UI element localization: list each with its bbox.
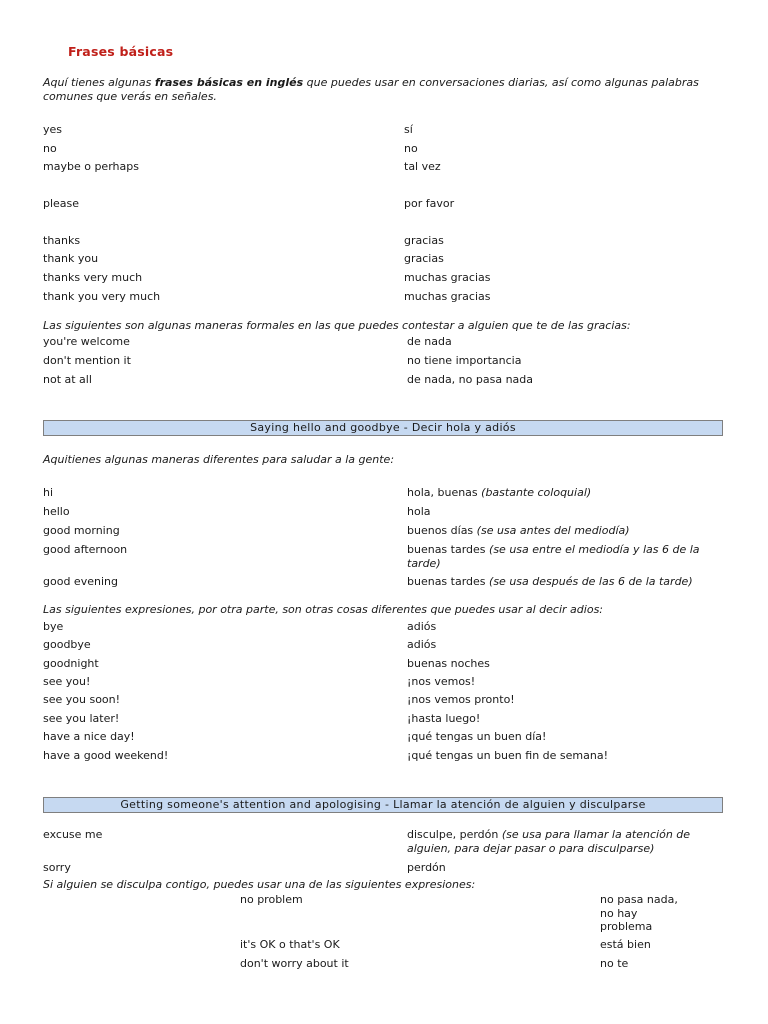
spanish-phrase: está bien bbox=[600, 938, 651, 951]
spanish-phrase: no bbox=[404, 142, 418, 155]
english-phrase: hello bbox=[43, 505, 70, 518]
english-phrase: goodbye bbox=[43, 638, 91, 651]
english-phrase: thanks very much bbox=[43, 271, 143, 284]
english-phrase: goodnight bbox=[43, 657, 99, 670]
intro-paragraph bbox=[43, 76, 733, 104]
spanish-phrase: por favor bbox=[404, 197, 455, 210]
english-phrase: no bbox=[43, 142, 57, 155]
spanish-phrase: no pasa nada, no hay problema bbox=[600, 893, 678, 933]
spanish-phrase: hola bbox=[407, 505, 431, 518]
spanish-phrase: no tiene importancia bbox=[407, 354, 522, 367]
english-phrase: have a good weekend! bbox=[43, 749, 169, 762]
english-phrase: good evening bbox=[43, 575, 118, 588]
english-phrase: not at all bbox=[43, 373, 92, 386]
spanish-phrase: gracias bbox=[404, 234, 444, 247]
english-phrase: see you! bbox=[43, 675, 91, 688]
spanish-phrase: buenas noches bbox=[407, 657, 490, 670]
spanish-phrase: ¡nos vemos pronto! bbox=[407, 693, 515, 706]
english-phrase: hi bbox=[43, 486, 54, 499]
english-phrase: good morning bbox=[43, 524, 120, 537]
spanish-phrase: de nada, no pasa nada bbox=[407, 373, 534, 386]
thanks-note: Las siguientes son algunas maneras formales en las que puedes contestar a alguien que te de las gracias: bbox=[43, 319, 631, 332]
english-phrase: thank you very much bbox=[43, 290, 161, 303]
section-header-attention: Getting someone's attention and apologising - Llamar la atención de alguien y disculparse bbox=[43, 797, 723, 813]
spanish-phrase: buenas tardes (se usa después de las 6 de la tarde) bbox=[407, 575, 693, 588]
english-phrase: please bbox=[43, 197, 80, 210]
english-phrase: good afternoon bbox=[43, 543, 128, 556]
english-phrase: have a nice day! bbox=[43, 730, 135, 743]
intro-text-start: Aquí tienes algunas bbox=[43, 76, 155, 89]
english-phrase: don't worry about it bbox=[240, 957, 349, 970]
spanish-phrase: muchas gracias bbox=[404, 271, 491, 284]
spanish-phrase: adiós bbox=[407, 620, 437, 633]
spanish-phrase: no te bbox=[600, 957, 629, 970]
spanish-phrase: ¡qué tengas un buen fin de semana! bbox=[407, 749, 608, 762]
english-phrase: thank you bbox=[43, 252, 99, 265]
spanish-phrase: muchas gracias bbox=[404, 290, 491, 303]
spanish-phrase: ¡qué tengas un buen día! bbox=[407, 730, 547, 743]
english-phrase: no problem bbox=[240, 893, 303, 906]
spanish-phrase: disculpe, perdón (se usa para llamar la atención de alguien, para dejar pasar o para disculparse) bbox=[407, 828, 691, 855]
spanish-phrase: buenos días (se usa antes del mediodía) bbox=[407, 524, 630, 537]
english-phrase: see you later! bbox=[43, 712, 120, 725]
intro-bold-text: frases básicas en inglés bbox=[154, 76, 304, 89]
spanish-phrase: tal vez bbox=[404, 160, 441, 173]
goodbye-note: Las siguientes expresiones, por otra parte, son otras cosas diferentes que puedes usar al decir adios: bbox=[43, 603, 604, 616]
english-phrase: maybe o perhaps bbox=[43, 160, 139, 173]
spanish-phrase: ¡nos vemos! bbox=[407, 675, 476, 688]
spanish-phrase: perdón bbox=[407, 861, 446, 874]
page-title: Frases básicas bbox=[68, 44, 174, 59]
intro-text-end: que puedes usar en conversaciones diarias, así como algunas palabras comunes que verás en señales. bbox=[43, 76, 699, 103]
english-phrase: it's OK o that's OK bbox=[240, 938, 340, 951]
greeting-note: Aquitienes algunas maneras diferentes para saludar a la gente: bbox=[43, 453, 395, 466]
spanish-phrase: sí bbox=[404, 123, 413, 136]
spanish-phrase: gracias bbox=[404, 252, 444, 265]
english-phrase: bye bbox=[43, 620, 64, 633]
english-phrase: sorry bbox=[43, 861, 71, 874]
english-phrase: see you soon! bbox=[43, 693, 121, 706]
english-phrase: thanks bbox=[43, 234, 81, 247]
section-header-hello: Saying hello and goodbye - Decir hola y adiós bbox=[43, 420, 723, 436]
spanish-phrase: adiós bbox=[407, 638, 437, 651]
english-phrase: excuse me bbox=[43, 828, 103, 841]
english-phrase: you're welcome bbox=[43, 335, 130, 348]
spanish-phrase: ¡hasta luego! bbox=[407, 712, 481, 725]
apology-note: Si alguien se disculpa contigo, puedes usar una de las siguientes expresiones: bbox=[43, 878, 476, 891]
english-phrase: don't mention it bbox=[43, 354, 131, 367]
spanish-phrase: buenas tardes (se usa entre el mediodía y las 6 de la tarde) bbox=[407, 543, 700, 570]
spanish-phrase: hola, buenas (bastante coloquial) bbox=[407, 486, 592, 499]
english-phrase: yes bbox=[43, 123, 63, 136]
spanish-phrase: de nada bbox=[407, 335, 452, 348]
